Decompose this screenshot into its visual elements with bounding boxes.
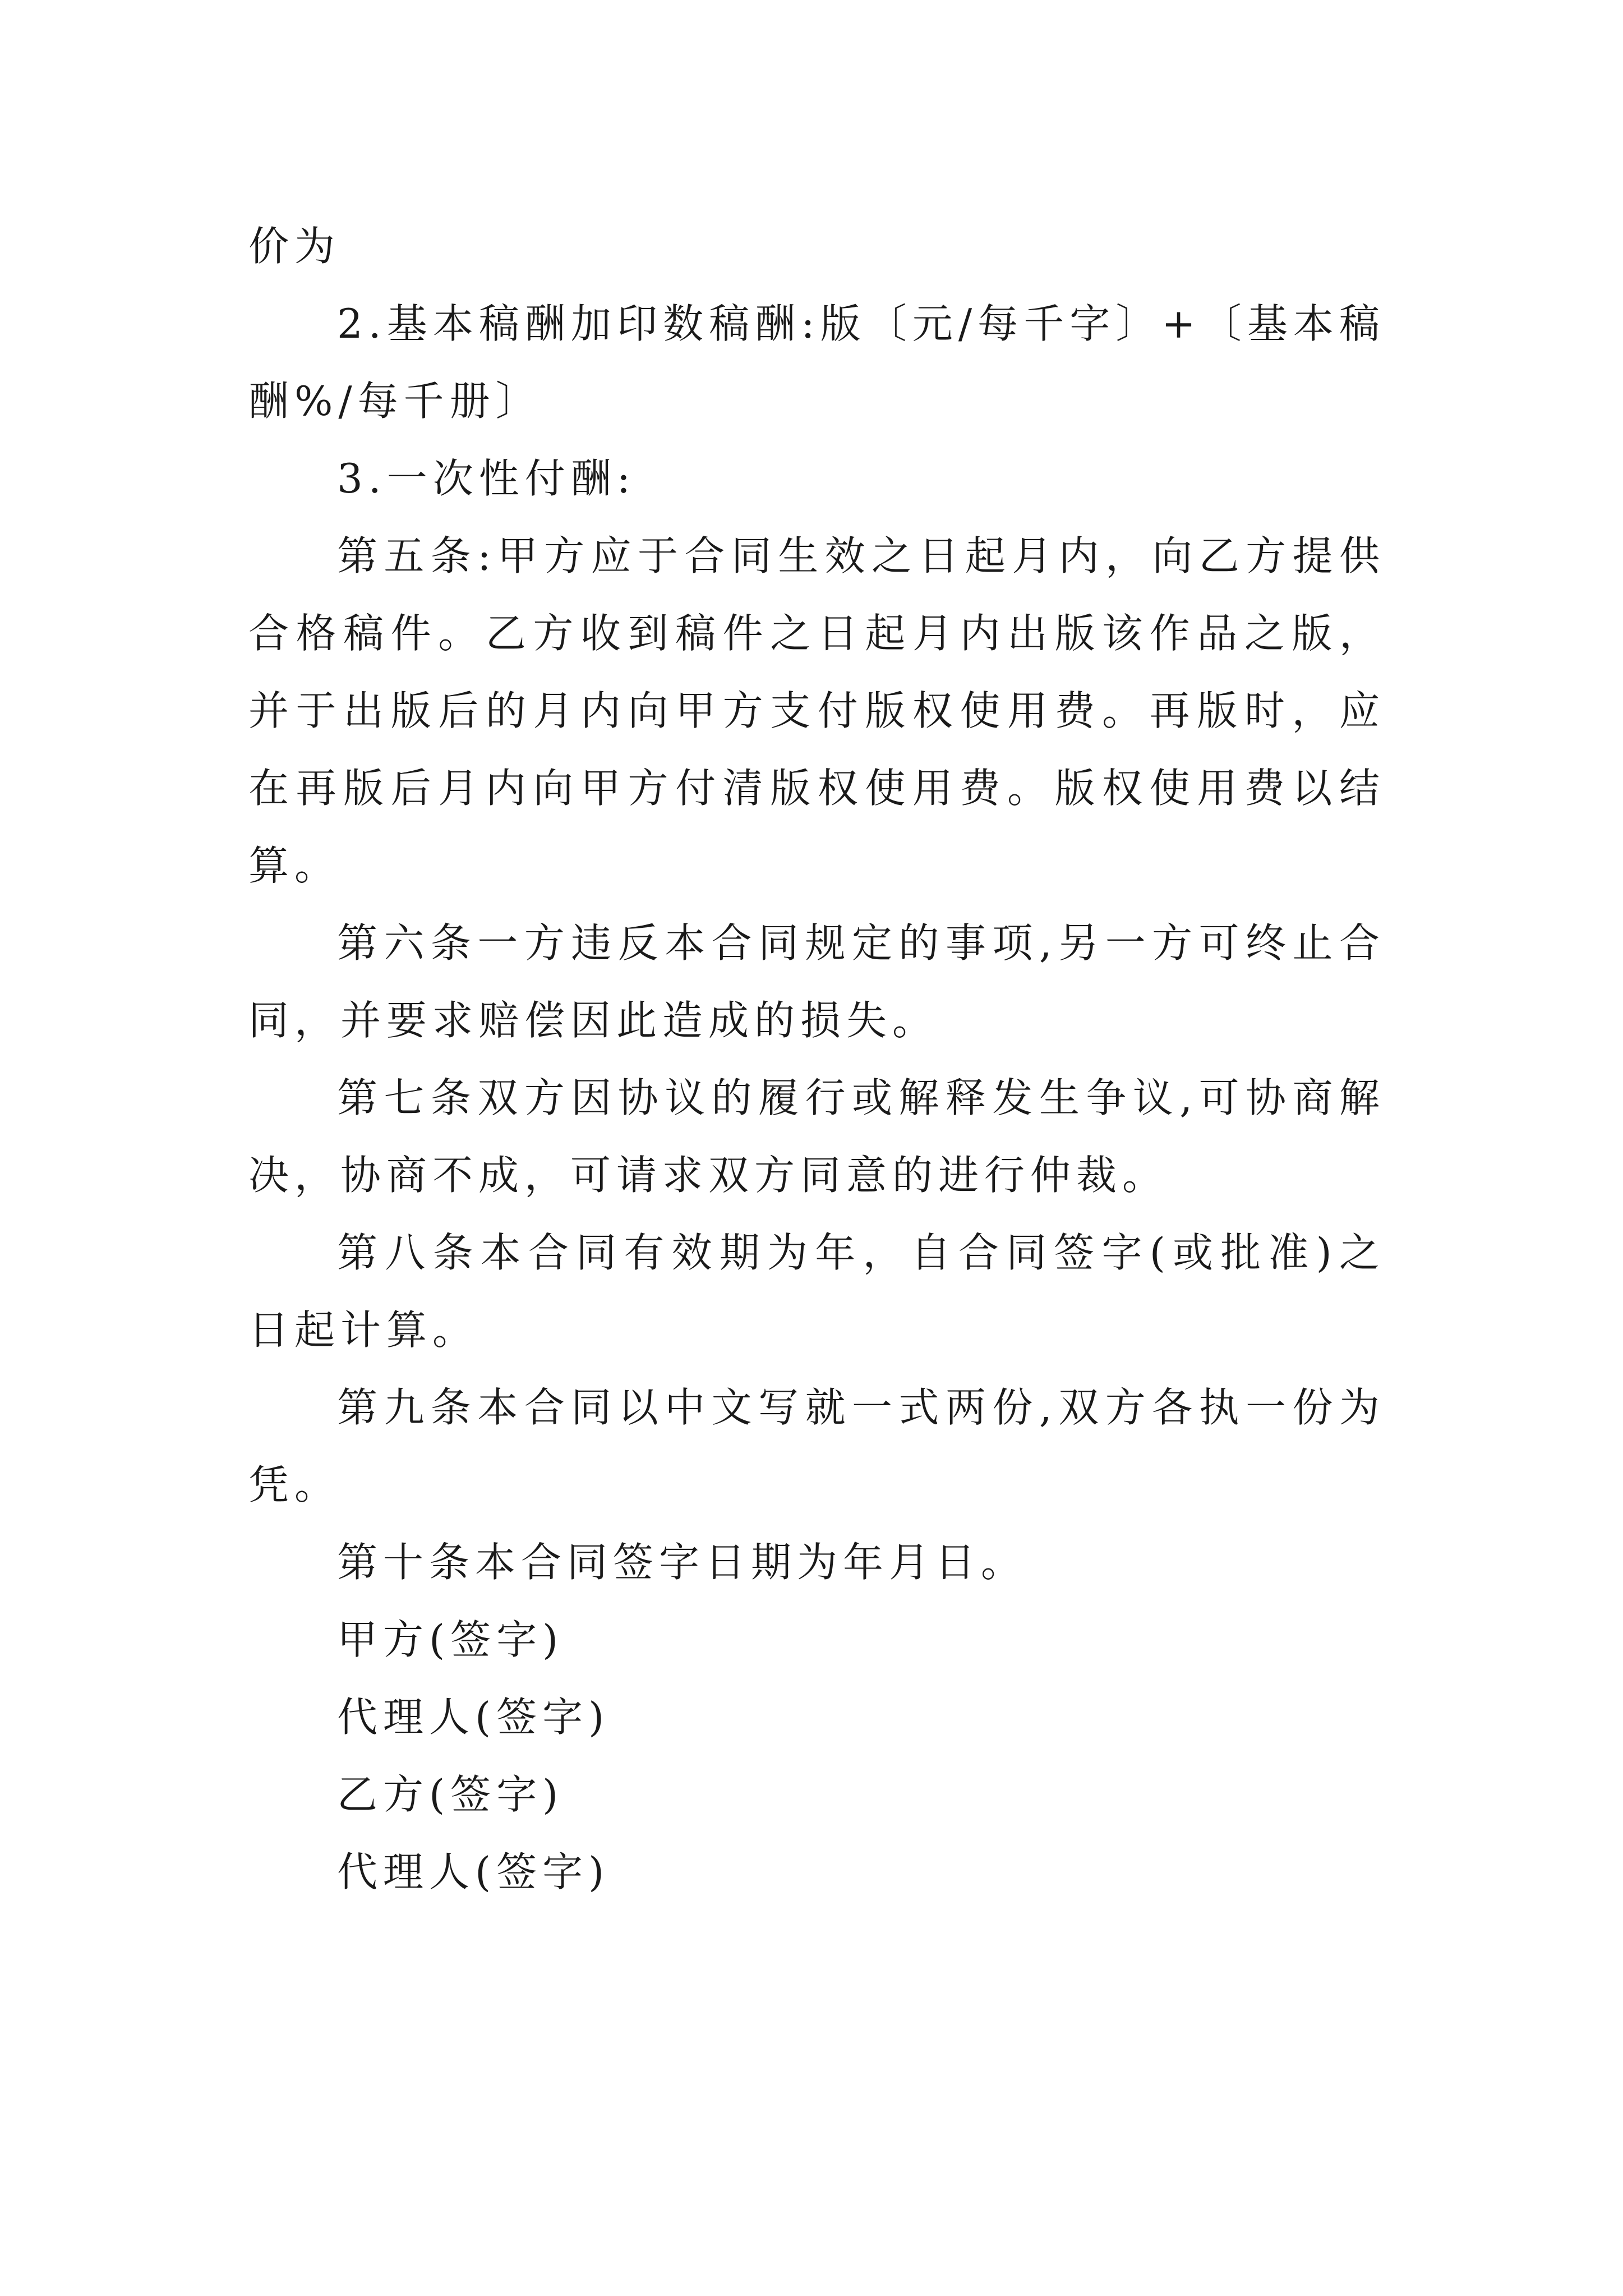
signature-agent-a: 代理人(签字) [337, 1694, 610, 1741]
signature-party-b: 乙方(签字) [337, 1771, 564, 1818]
signature-block [248, 1601, 1385, 1911]
paragraph-item-3: 3.一次性付酬: [337, 455, 636, 502]
signature-party-a: 甲方(签字) [337, 1616, 564, 1663]
article-5: 第五条:甲方应于合同生效之日起月内，向乙方提供合格稿件。乙方收到稿件之日起月内出版该作品之版，并于出版后的月内向甲方支付版权使用费。再版时，应在再版后月内向甲方付清版权使用费。版权使用费以结算。 [248, 532, 1385, 889]
article-7: 第七条双方因协议的履行或解释发生争议,可协商解决，协商不成，可请求双方同意的进行仲裁。 [248, 1074, 1385, 1199]
paragraph-item-2: 2.基本稿酬加印数稿酬:版〔元/每千字〕+〔基本稿酬%/每千册〕 [248, 300, 1385, 425]
article-10: 第十条本合同签字日期为年月日。 [337, 1539, 1027, 1586]
signature-agent-b: 代理人(签字) [337, 1848, 610, 1895]
article-8: 第八条本合同有效期为年，自合同签字(或批准)之日起计算。 [248, 1229, 1385, 1354]
article-6: 第六条一方违反本合同规定的事项,另一方可终止合同，并要求赔偿因此造成的损失。 [248, 919, 1385, 1044]
paragraph-continuation: 价为 [248, 223, 341, 270]
document-body [248, 208, 1385, 1911]
article-9: 第九条本合同以中文写就一式两份,双方各执一份为凭。 [248, 1384, 1385, 1508]
